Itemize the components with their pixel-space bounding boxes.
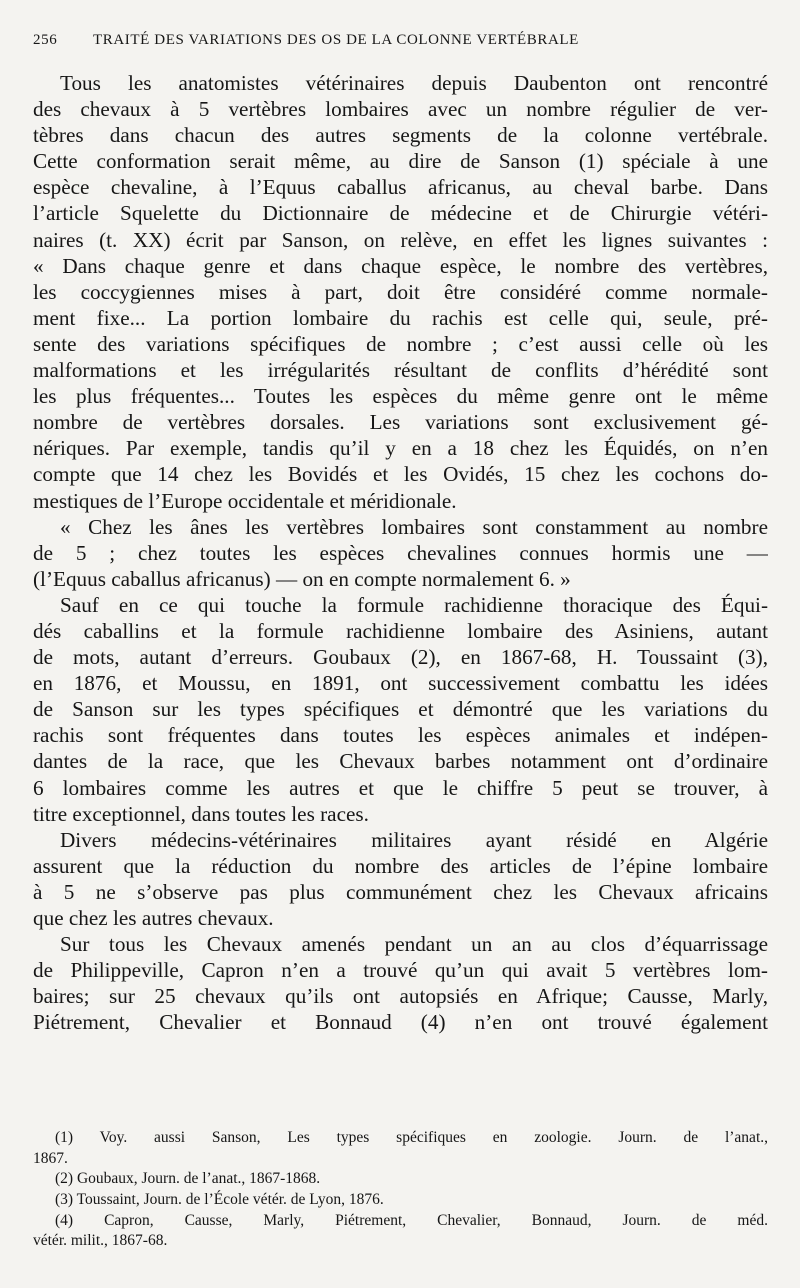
text-line: Sur tous les Chevaux amenés pendant un an au clos d’équarrissage — [60, 932, 768, 957]
text-line: ment fixe... La portion lombaire du rachis est celle qui, seule, pré- — [33, 305, 768, 330]
text-line: Piétrement, Chevalier et Bonnaud (4) n’en ont trouvé également — [33, 1010, 768, 1035]
text-line: de mots, autant d’erreurs. Goubaux (2), en 1867-68, H. Toussaint (3), — [33, 645, 768, 670]
text-line: Divers médecins-vétérinaires militaires ayant résidé en Algérie — [60, 827, 768, 852]
text-line: espèce chevaline, à l’Equus caballus africanus, au cheval barbe. Dans — [33, 175, 768, 200]
text-line: rachis sont fréquentes dans toutes les espèces animales et indépen- — [33, 723, 768, 748]
page-number: 256 — [33, 32, 58, 48]
text-line: à 5 ne s’observe pas plus communément chez les Chevaux africains — [33, 879, 768, 904]
footnote-line: (2) Goubaux, Journ. de l’anat., 1867-1868. — [55, 1170, 321, 1188]
body-text — [33, 70, 768, 1035]
text-line: en 1876, et Moussu, en 1891, ont successivement combattu les idées — [33, 671, 768, 696]
footnote-line: 1867. — [33, 1149, 68, 1167]
running-head: TRAITÉ DES VARIATIONS DES OS DE LA COLONNE VERTÉBRALE — [93, 32, 579, 48]
text-line: l’article Squelette du Dictionnaire de médecine et de Chirurgie vétéri- — [33, 201, 768, 226]
text-line: compte que 14 chez les Bovidés et les Ovidés, 15 chez les cochons do- — [33, 462, 768, 487]
text-line: des chevaux à 5 vertèbres lombaires avec un nombre régulier de ver- — [33, 97, 768, 122]
text-line: titre exceptionnel, dans toutes les races. — [33, 801, 369, 826]
text-line: naires (t. XX) écrit par Sanson, on relève, en effet les lignes suivantes : — [33, 227, 768, 252]
footnote-line: (3) Toussaint, Journ. de l’École vétér. de Lyon, 1876. — [55, 1191, 384, 1209]
text-line: Sauf en ce qui touche la formule rachidienne thoracique des Équi- — [60, 592, 768, 617]
text-line: malformations et les irrégularités résultant de conflits d’hérédité sont — [33, 358, 768, 383]
text-line: (l’Equus caballus africanus) — on en compte normalement 6. » — [33, 566, 571, 591]
footnotes — [33, 1128, 768, 1252]
text-line: de 5 ; chez toutes les espèces chevalines connues hormis une — — [33, 540, 768, 565]
text-line: nombre de vertèbres dorsales. Les variations sont exclusivement gé- — [33, 410, 768, 435]
text-line: Cette conformation serait même, au dire de Sanson (1) spéciale à une — [33, 149, 768, 174]
text-line: assurent que la réduction du nombre des articles de l’épine lombaire — [33, 853, 768, 878]
footnote-line: vétér. milit., 1867-68. — [33, 1232, 168, 1250]
text-line: Tous les anatomistes vétérinaires depuis Daubenton ont rencontré — [60, 71, 768, 95]
text-line: de Philippeville, Capron n’en a trouvé qu’un qui avait 5 vertèbres lom- — [33, 958, 768, 983]
text-line: 6 lombaires comme les autres et que le chiffre 5 peut se trouver, à — [33, 775, 768, 800]
text-line: les coccygiennes mises à part, doit être considéré comme normale- — [33, 279, 768, 304]
footnote-line: (4) Capron, Causse, Marly, Piétrement, Chevalier, Bonnaud, Journ. de méd. — [55, 1211, 768, 1229]
text-line: nériques. Par exemple, tandis qu’il y en a 18 chez les Équidés, on n’en — [33, 436, 768, 461]
text-line: dantes de la race, que les Chevaux barbes notamment ont d’ordinaire — [33, 749, 768, 774]
text-line: « Dans chaque genre et dans chaque espèce, le nombre des vertèbres, — [33, 253, 768, 278]
text-line: mestiques de l’Europe occidentale et méridionale. — [33, 488, 457, 513]
text-line: dés caballins et la formule rachidienne lombaire des Asiniens, autant — [33, 618, 768, 643]
text-line: les plus fréquentes... Toutes les espèces du même genre ont le même — [33, 384, 768, 409]
text-line: tèbres dans chacun des autres segments de la colonne vertébrale. — [33, 123, 768, 148]
text-line: de Sanson sur les types spécifiques et démontré que les variations du — [33, 697, 768, 722]
text-line: baires; sur 25 chevaux qu’ils ont autopsiés en Afrique; Causse, Marly, — [33, 984, 768, 1009]
text-line: que chez les autres chevaux. — [33, 906, 274, 930]
text-line: sente des variations spécifiques de nombre ; c’est aussi celle où les — [33, 331, 768, 356]
text-line: « Chez les ânes les vertèbres lombaires sont constamment au nombre — [60, 514, 768, 539]
footnote-line: (1) Voy. aussi Sanson, Les types spécifiques en zoologie. Journ. de l’anat., — [55, 1129, 768, 1146]
